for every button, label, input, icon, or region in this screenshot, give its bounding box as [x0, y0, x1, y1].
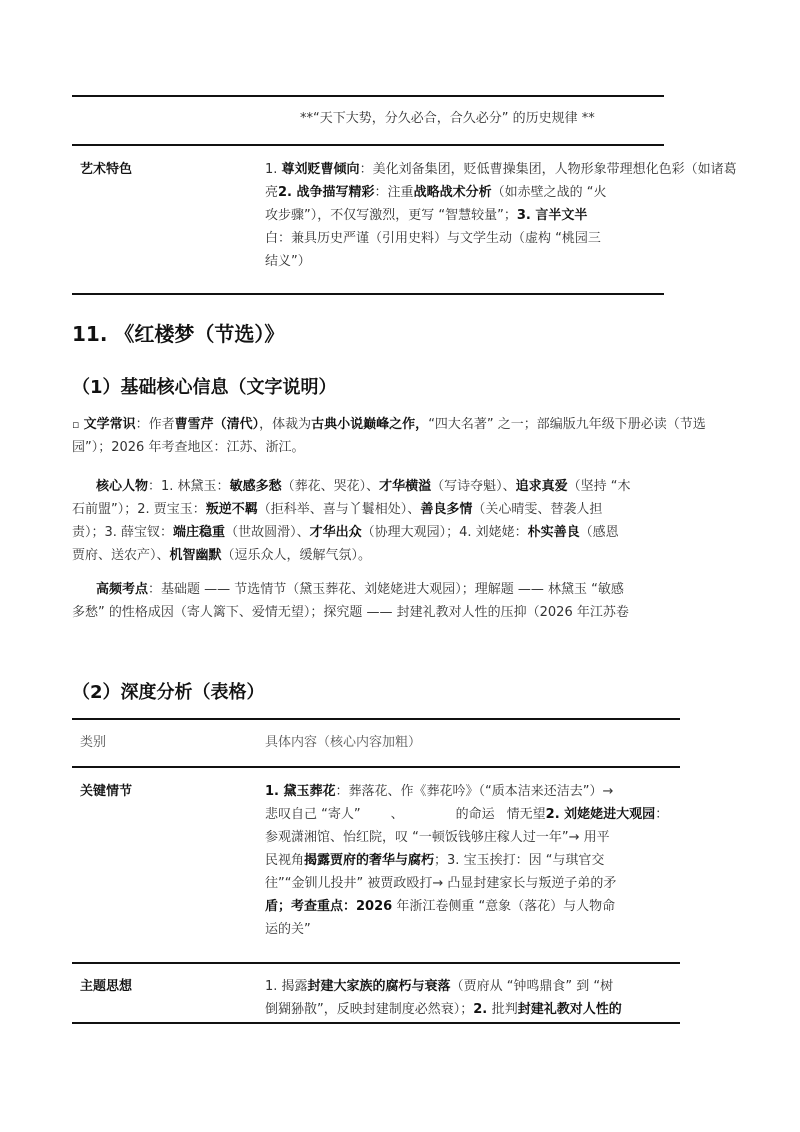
exam-points-line-2: 多愁” 的性格成因（寄人篱下、爱情无望）；探究题 —— 封建礼教对人性的压抑（2026 年江苏卷 [72, 605, 629, 620]
art-line-3: 攻步骤”），不仅写激烈，更写 “智慧较量”；3. 言半文半 [265, 208, 588, 223]
key-plot-cell [265, 780, 680, 941]
key-plot-line-4: 民视角揭露贾府的奢华与腐朽；3. 宝玉挨打：因 “与琪官交 [265, 853, 605, 868]
header-content: 具体内容（核心内容加粗） [265, 735, 422, 750]
art-line-1: 1. 尊刘贬曹倾向：美化刘备集团，贬低曹操集团，人物形象带理想化色彩（如诸葛 [265, 162, 737, 177]
checkbox-icon: ▫ [72, 418, 80, 431]
core-characters-paragraph [72, 475, 732, 567]
art-line-2: 亮2. 战争描写精彩：注重战略战术分析（如赤壁之战的 “火 [265, 185, 607, 200]
analysis-row-rule [72, 962, 680, 964]
header-category: 类别 [80, 735, 107, 750]
art-line-4: 白：兼具历史严谨（引用史料）与文学生动（虚构 “桃园三 [265, 231, 601, 246]
key-plot-line-1: 1. 黛玉葬花：葬落花、作《葬花吟》（“质本洁来还洁去”）→ [265, 784, 614, 799]
key-plot-line-2: 悲叹自己 “寄人” 、 的命运 情无望2. 刘姥姥进大观园： [265, 807, 669, 822]
exam-points-paragraph [72, 578, 772, 624]
theme-cell [265, 975, 680, 1021]
core-characters-line-4: 贾府、送农产）、机智幽默（逗乐众人，缓解气氛）。 [72, 548, 372, 563]
theme-line-1: 1. 揭露封建大家族的腐朽与衰落（贾府从 “钟鸣鼎食” 到 “树 [265, 979, 614, 994]
key-plot-line-5: 往”“金钏儿投井” 被贾政殴打→ 凸显封建家长与叛逆子弟的矛 [265, 876, 617, 891]
table-top-rule [72, 95, 664, 97]
key-plot-line-3: 参观潇湘馆、怡红院，叹 “一顿饭钱够庄稼人过一年”→ 用平 [265, 830, 610, 845]
key-plot-line-6: 盾；考查重点：2026 年浙江卷侧重 “意象（落花）与人物命 [265, 899, 616, 914]
core-characters-line-2: 石前盟”）；2. 贾宝玉：叛逆不羁（拒科举、喜与丫鬟相处）、善良多情（关心晴雯、替袭人担 [72, 502, 603, 517]
core-characters-line-3: 责）；3. 薛宝钗：端庄稳重（世故圆滑）、才华出众（协理大观园）；4. 刘姥姥：朴实善良（感恩 [72, 525, 619, 540]
table-bottom-rule [72, 293, 664, 295]
art-features-cell [265, 158, 800, 273]
summary-row-text: **“天下大势，分久必合，合久必分” 的历史规律 ** [300, 111, 595, 126]
subsection-title-basic: （1）基础核心信息（文字说明） [72, 377, 337, 398]
analysis-header-rule [72, 766, 680, 768]
core-characters-line-1: 核心人物：1. 林黛玉：敏感多愁（葬花、哭花）、才华横溢（写诗夺魁）、追求真爱（坚持 “木 [96, 479, 631, 494]
section-title: 11. 《红楼梦（节选）》 [72, 322, 285, 346]
art-line-5: 结义”） [265, 254, 311, 269]
key-plot-line-7: 运的关” [265, 922, 311, 937]
analysis-table-top-rule [72, 718, 680, 720]
theme-line-2: 倒猢狲散”，反映封建制度必然衰）；2. 批判封建礼教对人性的 [265, 1002, 622, 1017]
literary-knowledge-line-1: ▫ 文学常识：作者曹雪芹（清代），体裁为古典小说巅峰之作，“四大名著” 之一；部编版九年级下册必读（节选 [72, 417, 706, 432]
analysis-bottom-rule [72, 1022, 680, 1024]
table-row-rule [72, 144, 664, 146]
row-label-theme: 主题思想 [80, 979, 133, 994]
row-label-key-plot: 关键情节 [80, 784, 133, 799]
exam-points-line-1: 高频考点：基础题 —— 节选情节（黛玉葬花、刘姥姥进大观园）；理解题 —— 林黛玉 “敏感 [96, 582, 624, 597]
row-label-art: 艺术特色 [80, 162, 133, 177]
literary-knowledge-paragraph [72, 413, 800, 459]
literary-knowledge-line-2: 园”）；2026 年考查地区：江苏、浙江。 [72, 440, 305, 455]
subsection-title-analysis: （2）深度分析（表格） [72, 682, 265, 703]
